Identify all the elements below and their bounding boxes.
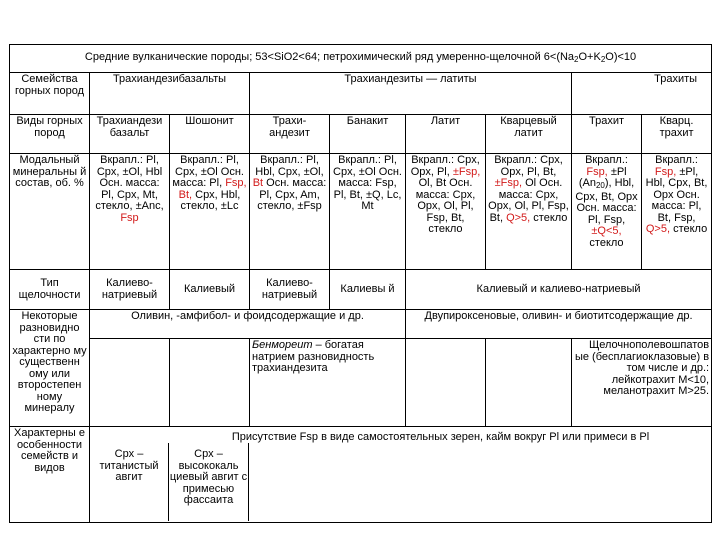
varieties-empty-2: [170, 339, 250, 427]
cpx-note-2: Cpx – высококаль циевый авгит с примесью фассаита: [169, 448, 248, 506]
title-row: [10, 45, 712, 73]
alkalinity-cell-1: Калиево- натриевый: [90, 270, 170, 310]
modal-cell-4: Вкрапл.: Pl, Cpx, ±Ol Осн. масса: Fsp, Pl, Bt, ±Q, Lc, Mt: [330, 154, 406, 270]
species-latite: Латит: [406, 115, 486, 154]
alkalinity-row: [10, 270, 712, 310]
table-title: Средние вулканические породы; 53<SiO2<64; петрохимический ряд умеренно-щелочной $6<(Na_2O+K_2O)<10$: [10, 45, 712, 73]
varieties-empty-1: [90, 339, 170, 427]
varieties-label: Некоторые разновидно сти по характерно му существенн ому или второстепен ному минералу: [10, 310, 90, 427]
alkalinity-rest: Калиевый и калиево-натриевый: [406, 270, 712, 310]
alkalinity-cell-4: Калиевы й: [330, 270, 406, 310]
features-label: Характерны е особенности семейств и видов: [10, 427, 90, 523]
modal-cell-6: Вкрапл.: Cpx, Opx, Pl, Bt, ±Fsp, Ol Осн. масса: Cpx, Opx, Ol, Pl, Fsp, Bt, Q>5, стекло: [486, 154, 572, 270]
modal-cell-3: Вкрапл.: Pl, Hbl, Cpx, ±Ol, Bt Осн. масса: Pl, Cpx, Am, стекло, ±Fsp: [250, 154, 330, 270]
rock-classification-table: [9, 44, 712, 523]
family-trachytes: Трахиты: [572, 73, 712, 115]
cpx-cell-1: [90, 443, 169, 521]
alkalinity-label: Тип щелочности: [10, 270, 90, 310]
species-trachyte: Трахит: [572, 115, 642, 154]
modal-cell-2: Вкрапл.: Pl, Cpx, ±Ol Осн. масса: Pl, Fsp, Bt, Cpx, Hbl, стекло, ±Lc: [170, 154, 250, 270]
modal-cell-7: Вкрапл.: Fsp, ±Pl $(An_{20})$, Hbl, Cpx, Bt, Opx Осн. масса: Pl, Fsp, ±Q<5, стекло: [572, 154, 642, 270]
species-quartz-trachyte: Кварц. трахит: [642, 115, 712, 154]
species-label: Виды горных пород: [10, 115, 90, 154]
varieties-left: Оливин, -амфибол- и фоидсодержащие и др.: [90, 310, 406, 339]
family-trachyandesibasalts: Трахиандезибазальты: [90, 73, 250, 115]
benmoreite-note: Бенмореит – богатая натрием разновидность трахиандезита: [250, 339, 406, 427]
varieties-empty-4: [486, 339, 572, 427]
families-label: Семейства горных пород: [10, 73, 90, 115]
fsp-note: Присутствие Fsp в виде самостоятельных зерен, кайм вокруг Pl или примеси в Pl: [231, 431, 650, 443]
cpx-cell-2: [169, 443, 249, 521]
varieties-detail-row: [10, 339, 712, 427]
modal-cell-5: Вкрапл.: Cpx, Opx, Pl, ±Fsp, Ol, Bt Осн. масса: Cpx, Opx, Ol, Pl, Fsp, Bt, стекло: [406, 154, 486, 270]
varieties-empty-3: [406, 339, 486, 427]
families-row: [10, 73, 712, 115]
species-quartz-latite: Кварцевый латит: [486, 115, 572, 154]
alkalinity-cell-2: Калиевый: [170, 270, 250, 310]
species-trachyandesibasalt: Трахиандези базальт: [90, 115, 170, 154]
alkalinity-cell-3: Калиево- натриевый: [250, 270, 330, 310]
species-banakite: Банакит: [330, 115, 406, 154]
species-trachyandesite: Трахи- андезит: [250, 115, 330, 154]
modal-label: Модальный минеральны й состав, об. %: [10, 154, 90, 270]
modal-cell-8: Вкрапл.: Fsp, ±Pl, Hbl, Cpx, Bt, Opx Осн. масса: Pl, Bt, Fsp, Q>5, стекло: [642, 154, 712, 270]
family-trachyandesites: Трахиандезиты — латиты: [250, 73, 572, 115]
species-row: [10, 115, 712, 154]
varieties-right: Двупироксеновые, оливин- и биотитсодержащие др.: [406, 310, 712, 339]
features-row: [10, 427, 712, 523]
modal-row: [10, 154, 712, 270]
species-shoshonite: Шошонит: [170, 115, 250, 154]
features-content: [90, 427, 712, 523]
quartz-trachyte-note: Щелочнополевошпатов ые (бесплагиоклазовые) в том числе и др.: лейкотрахит М<10, меланотрахит М>25.: [572, 339, 712, 427]
modal-cell-1: Вкрапл.: Pl, Cpx, ±Ol, Hbl Осн. масса: Pl, Cpx, Mt, стекло, ±Anc, Fsp: [90, 154, 170, 270]
cpx-note-1: Cpx – титанистый авгит: [99, 448, 159, 483]
varieties-row: [10, 310, 712, 339]
